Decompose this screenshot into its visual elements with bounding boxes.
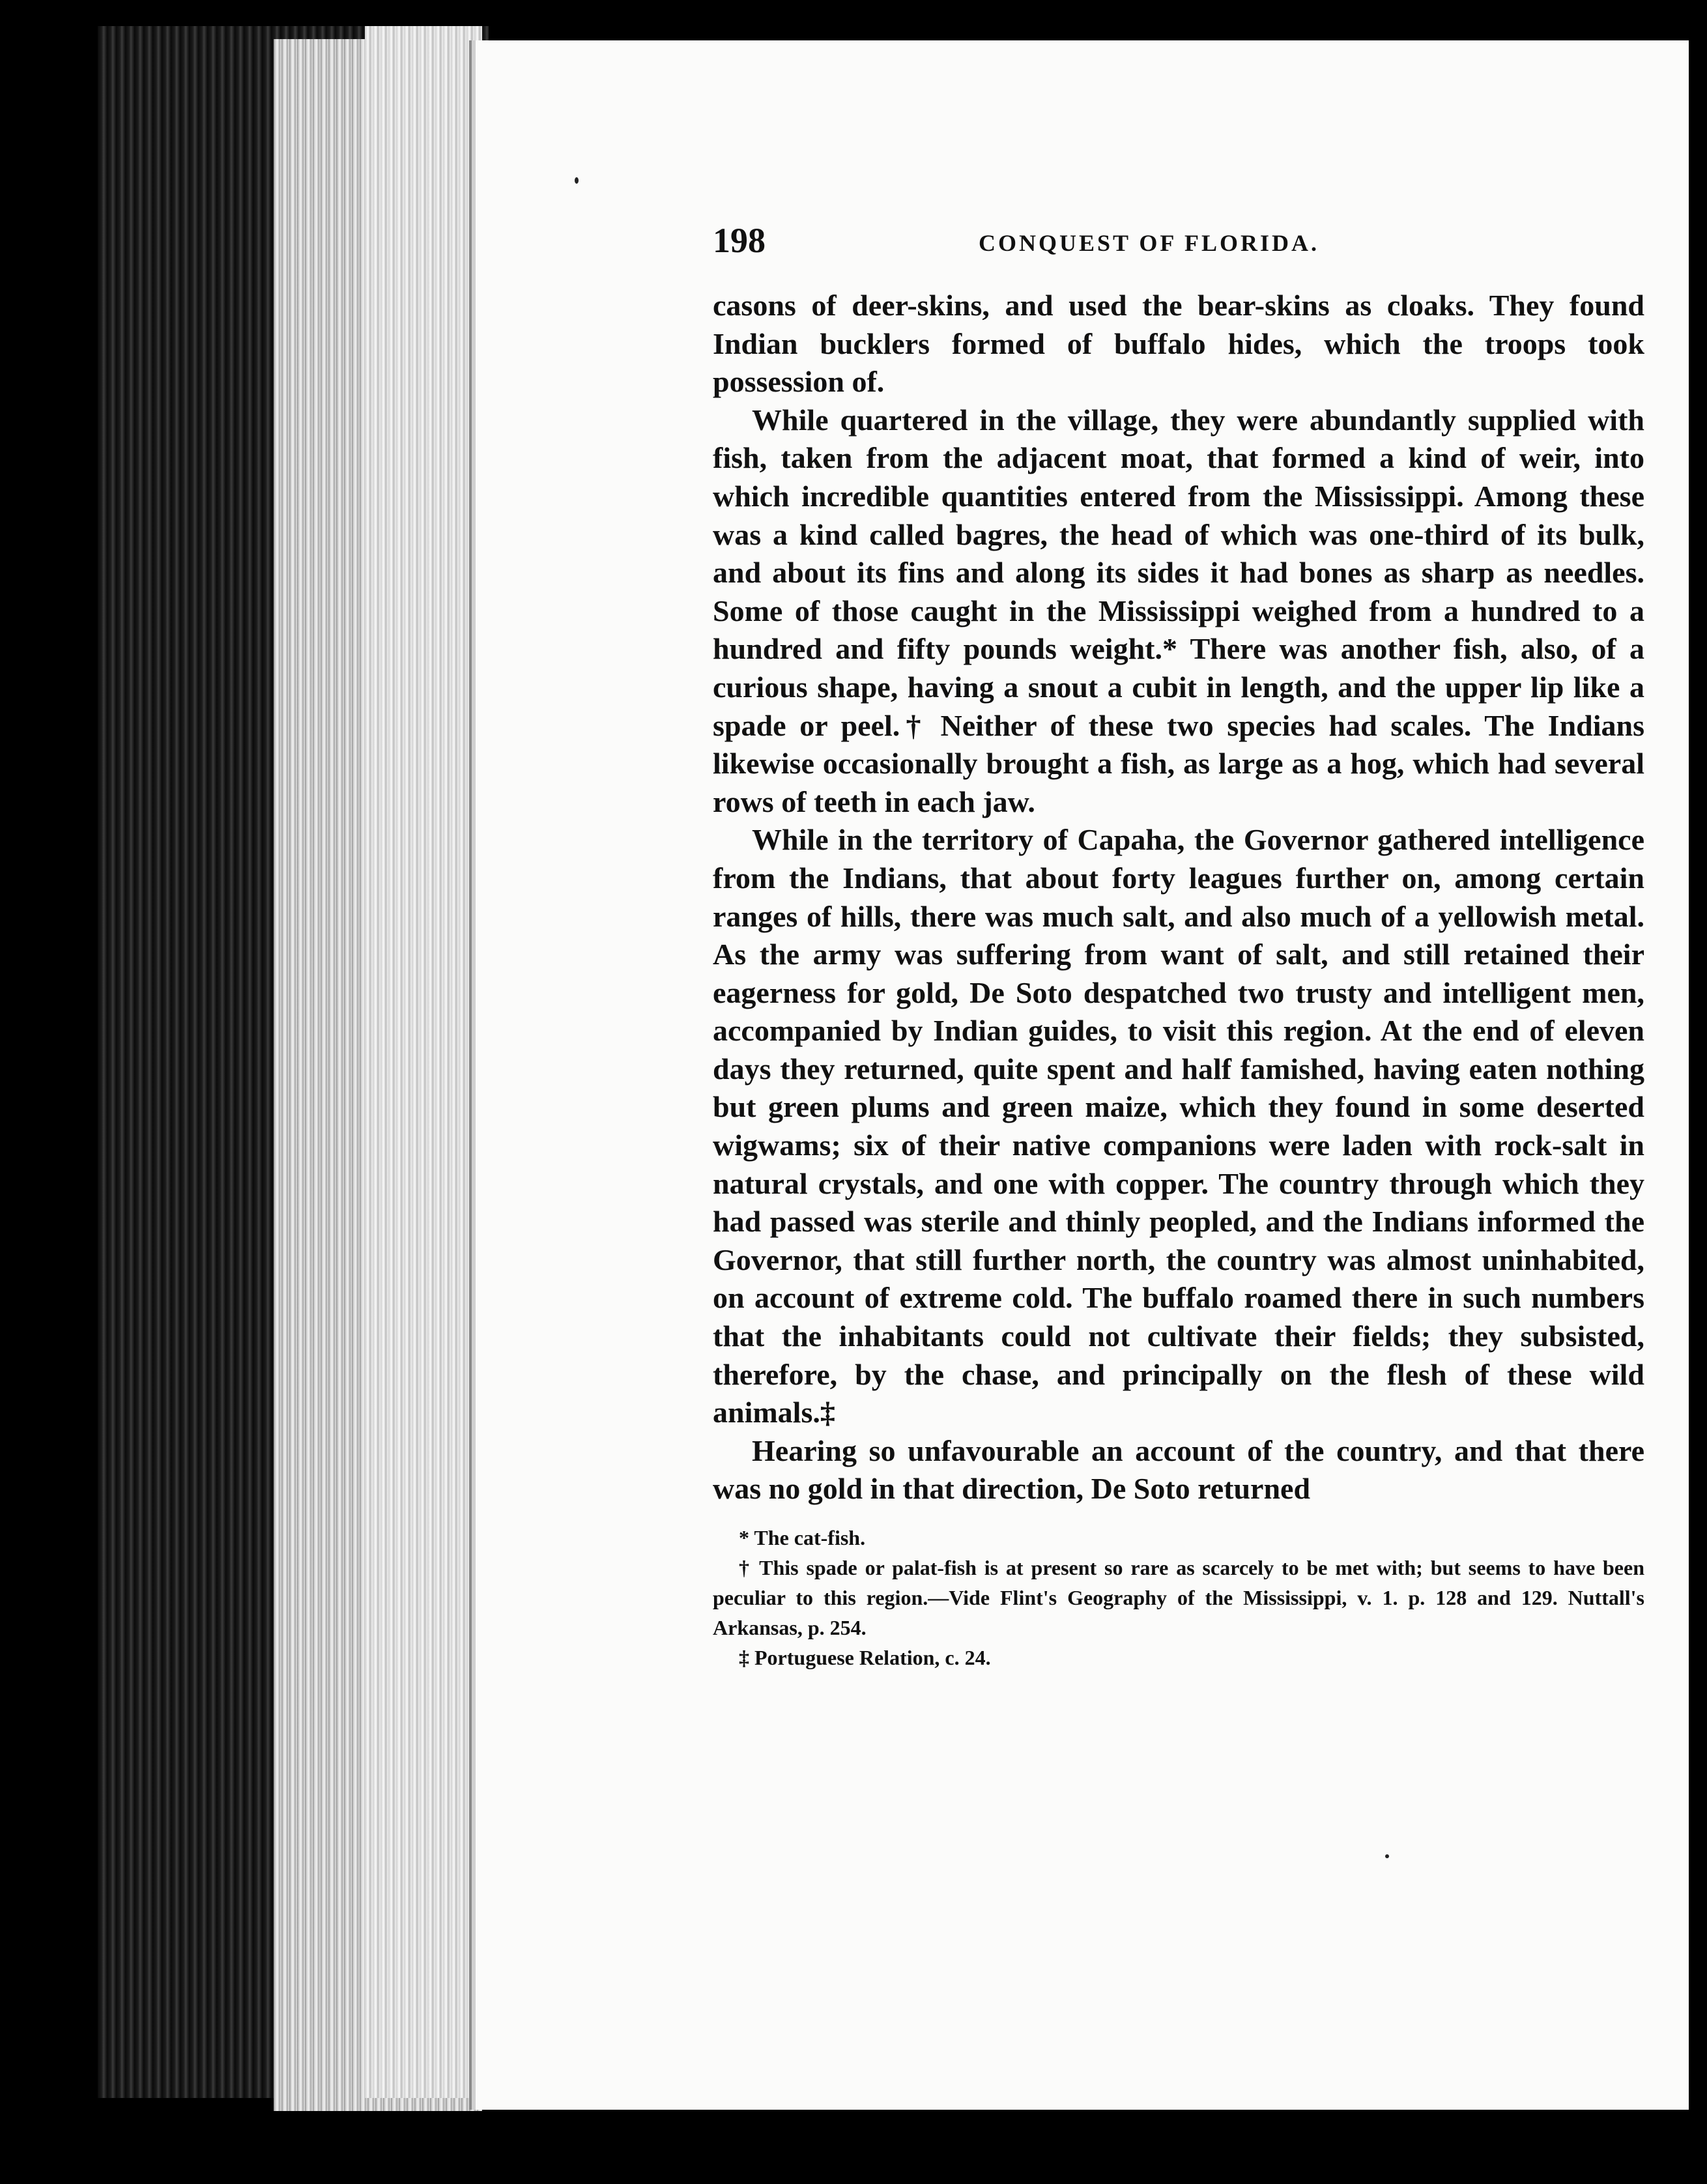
paragraph-fish: While quartered in the village, they were abundantly supplied with fish, taken from the adjacent moat, that formed a kind of weir, into which incredible quantities entered from the Mississippi. Among these was a kind called bagres, the head of which was one-third of its bulk, and about its fins and along its sides it had bones as sharp as needles. Some of those caught in the Mississippi weighed from a hundred to a hundred and fifty pounds weight.* There was another fish, also, of a curious shape, having a snout a cubit in length, and the upper lip like a spade or peel.† Neither of these two species had scales. The Indians likewise occasionally brought a fish, as large as a hog, which had several rows of teeth in each jaw. (713, 403, 1644, 818)
footnotes (713, 1523, 1644, 1673)
running-head (713, 220, 1644, 272)
footnote-3: ‡ Portuguese Relation, c. 24. (739, 1646, 991, 1669)
running-title: CONQUEST OF FLORIDA. (979, 230, 1320, 256)
book-page-edges-inner (365, 26, 482, 2098)
speck (575, 177, 579, 184)
page-content (713, 220, 1644, 1673)
body-text (713, 287, 1644, 1508)
footnote-2: † This spade or palat-fish is at present so rare as scarcely to be met with; but seems to have been peculiar to this region.—Vide Flint's Geography of the Mississippi, v. 1. p. 128 and 129. Nuttall's Arkansas, p. 254. (713, 1556, 1644, 1639)
page-number: 198 (713, 221, 766, 260)
footnote-1: * The cat-fish. (739, 1526, 866, 1549)
speck (1385, 1854, 1389, 1858)
paragraph-return: Hearing so unfavourable an account of the country, and that there was no gold in that direction, De Soto returned (713, 1433, 1644, 1506)
paragraph-continuation: casons of deer-skins, and used the bear-skins as cloaks. They found Indian bucklers formed of buffalo hides, which the troops took possession of. (713, 289, 1644, 399)
paragraph-capaha: While in the territory of Capaha, the Governor gathered intelligence from the Indians, that about forty leagues further on, among certain ranges of hills, there was much salt, and also much of a yellowish metal. As the army was suffering from want of salt, and still retained their eagerness for gold, De Soto despatched two trusty and intelligent men, accompanied by Indian guides, to visit this region. At the end of eleven days they returned, quite spent and half famished, having eaten nothing but green plums and green maize, which they found in some deserted wigwams; six of their native companions were laden with rock-salt in natural crystals, and one with copper. The country through which they had passed was sterile and thinly peopled, and the Indians informed the Governor, that still further north, the country was almost uninhabited, on account of extreme cold. The buffalo roamed there in such numbers that the inhabitants could not cultivate their fields; they subsisted, therefore, by the chase, and principally on the flesh of these wild animals.‡ (713, 823, 1644, 1430)
